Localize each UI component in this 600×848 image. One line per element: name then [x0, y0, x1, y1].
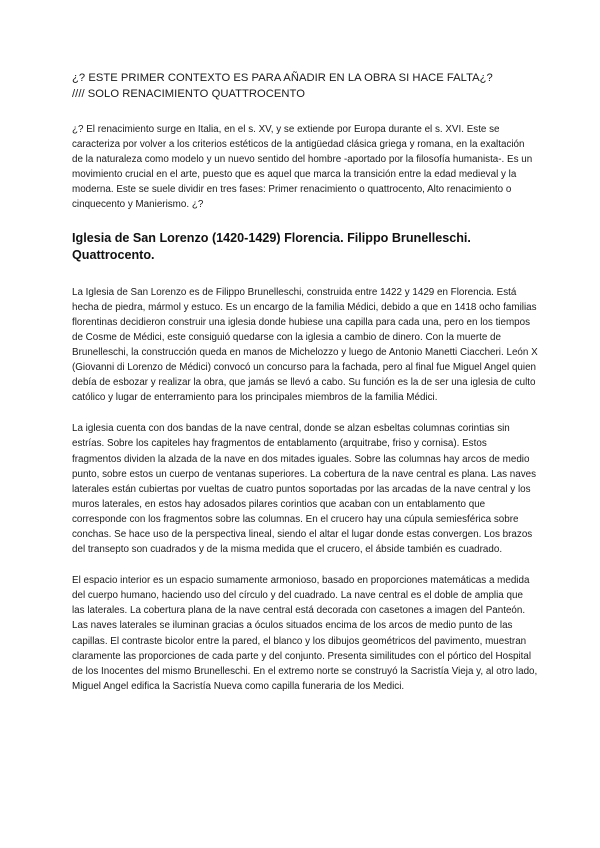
section-heading: Iglesia de San Lorenzo (1420-1429) Florencia. Filippo Brunelleschi. Quattrocento. — [72, 230, 471, 263]
editor-note — [72, 70, 538, 102]
body-paragraph-space: El espacio interior es un espacio sumamente armonioso, basado en proporciones matemáticas a medida del cuerpo humano, haciendo uso del círculo y del cuadrado. La nave central es el doble de amplia que las laterales. La cobertura plana de la nave central está decorada con casetones a imagen del Panteón. Las naves laterales se iluminan gracias a óculos situados encima de los arcos de medio punto de las capillas. El contraste bicolor entre la pared, el blanco y los dibujos geométricos del pavimento, muestran claramente las proporciones de cada parte y del conjunto. Presenta similitudes con el pórtico del Hospital de los Inocentes del mismo Brunelleschi. En el extremo norte se construyó la Sacristía Vieja y, al otro lado, Miguel Angel edifica la Sacristía Nueva como capilla funeraria de los Medici. — [72, 575, 538, 692]
document-page — [72, 70, 538, 694]
body-paragraph-history: La Iglesia de San Lorenzo es de Filippo Brunelleschi, construida entre 1422 y 1429 en Florencia. Está hecha de piedra, mármol y estuco. Es un encargo de la familia Médici, debido a que en 1418 ocho familias florentinas decidieron construir una iglesia donde hubiese una capilla para cada una, pero en los tiempos de Cosme de Médici, este consiguió quedarse con la iglesia a cambio de dinero. Con la muerte de Brunelleschi, la construcción queda en manos de Michelozzo y luego de Antonio Manetti Ciaccheri. León X (Giovanni di Lorenzo de Médici) convocó un concurso para la fachada, pero al final fue Miguel Angel quien debía de esbozar y realizar la obra, que jamás se llevó a cabo. Su función es la de ser una iglesia de culto católico y lugar de enterramiento para los principales miembros de la familia Médici. — [72, 286, 538, 404]
body-paragraph-structure: La iglesia cuenta con dos bandas de la nave central, donde se alzan esbeltas columnas corintias sin estrías. Sobre los capiteles hay fragmentos de entablamento (arquitrabe, friso y cornisa). Estos fragmentos dividen la alzada de la nave en dos mitades iguales. Sobre las columnas hay arcos de medio punto, sobre estos un cuerpo de ventanas superiores. La cobertura de la nave central es plana. Las naves laterales están cubiertas por vueltas de cuatro puntos soportadas por las arcadas de la nave central y los muros laterales, en estos hay adosados pilares corintios que acaban con un entablamento que corresponde con los fragmentos sobre las columnas. En el crucero hay una cúpula semiesférica sobre conchas. Se hace uso de la perspectiva lineal, siendo el altar el lugar donde estas convergen. Los brazos del transepto son cuadrados y de la misma medida que el crucero, el ábside también es cuadrado. — [72, 423, 537, 556]
editor-note-line-2: //// SOLO RENACIMIENTO QUATTROCENTO — [72, 88, 305, 100]
editor-note-line-1: ¿? ESTE PRIMER CONTEXTO ES PARA AÑADIR EN LA OBRA SI HACE FALTA¿? — [72, 72, 493, 84]
intro-paragraph: ¿? El renacimiento surge en Italia, en el s. XV, y se extiende por Europa durante el s. XVI. Este se caracteriza por volver a los criterios estéticos de la antigüedad clásica griega y romana, en la exaltación de la naturaleza como modelo y un nuevo sentido del hombre -aportado por la filosofía humanista-. Es un movimiento crucial en el arte, puesto que es aquel que marca la transición entre la edad medieval y la moderna. Este se suele dividir en tres fases: Primer renacimiento o quattrocento, Alto renacimiento o cinquecento y Manierismo. ¿? — [72, 124, 533, 211]
